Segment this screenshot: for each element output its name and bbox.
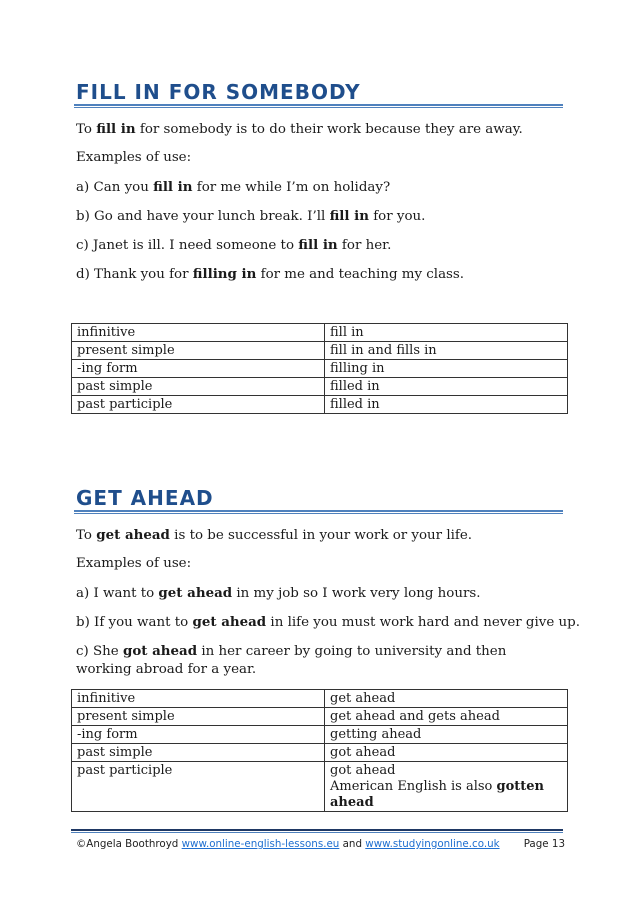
examples-label: Examples of use: [76,150,192,165]
example-line: a) Can you fill in for me while I’m on holiday? [76,179,391,195]
table-cell: infinitive [72,324,325,342]
example-line: b) If you want to get ahead in life you must work hard and never give up. [76,614,580,630]
table-cell: fill in and fills in [325,342,568,360]
table-cell: past participle [72,396,325,414]
title-underline [74,104,563,108]
table-cell: past simple [72,744,325,762]
table-cell: past simple [72,378,325,396]
examples-label: Examples of use: [76,556,192,571]
footer-and: and [342,838,362,850]
definition-line: To fill in for somebody is to do their work because they are away. [76,121,523,137]
table-row [72,360,568,378]
table-row [72,396,568,414]
example-line: a) I want to get ahead in my job so I work very long hours. [76,585,481,601]
table-cell: filling in [325,360,568,378]
footer-link-studyingonline[interactable]: www.studyingonline.co.uk [365,838,500,850]
footer-link-online-english[interactable]: www.online-english-lessons.eu [181,838,340,850]
title-underline [74,510,563,514]
table-row [72,342,568,360]
table-note: American English is also gotten ahead [330,779,544,810]
table-row [72,378,568,396]
page-footer [76,838,565,850]
table-cell: fill in [325,324,568,342]
table-cell: got ahead [325,744,568,762]
section-title: FILL IN FOR SOMEBODY [76,80,361,104]
table-cell: present simple [72,708,325,726]
footer-rule [71,829,563,833]
table-cell: get ahead [325,690,568,708]
table-row [72,726,568,744]
example-line: c) Janet is ill. I need someone to fill in for her. [76,237,392,253]
table-cell: getting ahead [325,726,568,744]
verb-forms-table [71,689,568,812]
definition-line: To get ahead is to be successful in your work or your life. [76,527,473,543]
table-cell: -ing form [72,726,325,744]
table-cell: filled in [325,396,568,414]
example-line: d) Thank you for filling in for me and teaching my class. [76,266,465,282]
table-row [72,690,568,708]
table-cell: get ahead and gets ahead [325,708,568,726]
table-row [72,762,568,812]
table-row [72,744,568,762]
table-cell: past participle [72,762,325,812]
table-cell [325,762,568,812]
table-row [72,324,568,342]
table-row [72,708,568,726]
section-title: GET AHEAD [76,486,214,510]
table-cell: infinitive [72,690,325,708]
table-cell: filled in [325,378,568,396]
table-cell: -ing form [72,360,325,378]
footer-author: ©Angela Boothroyd [76,838,179,850]
table-cell-value: got ahead [330,763,396,778]
verb-forms-table [71,323,568,414]
example-line: b) Go and have your lunch break. I’ll fill in for you. [76,208,426,224]
example-line: c) She got ahead in her career by going to university and then working abroad for a year. [76,643,507,677]
page-number: Page 13 [523,838,565,850]
table-cell: present simple [72,342,325,360]
